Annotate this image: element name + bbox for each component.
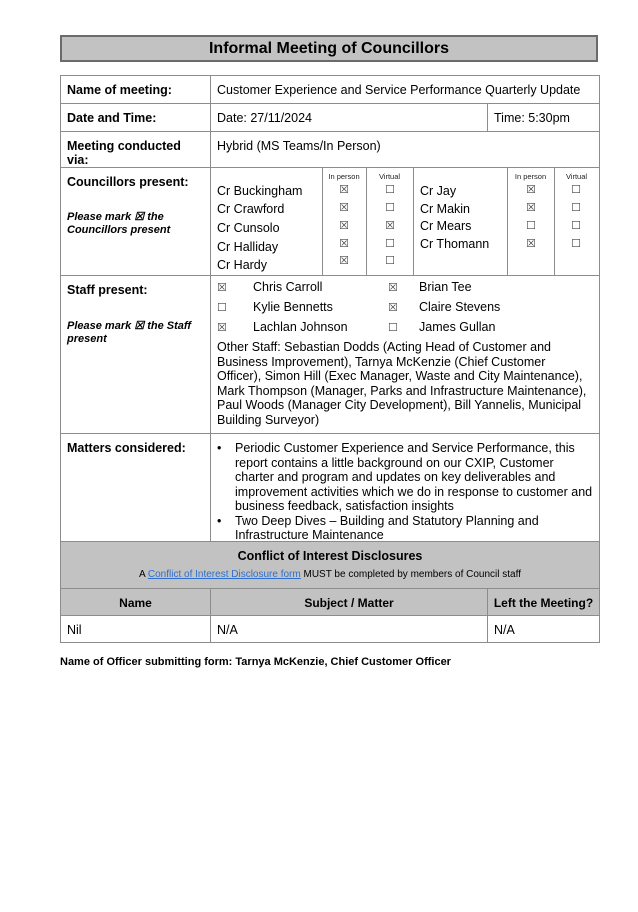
conducted-via-row — [61, 132, 600, 168]
in-person-checkbox[interactable]: ☒ — [339, 184, 349, 196]
staff-checkbox[interactable]: ☒ — [388, 302, 398, 314]
virtual-checkbox[interactable]: ☐ — [385, 184, 395, 196]
virtual-checkbox[interactable]: ☐ — [571, 184, 581, 196]
staff-note: Please mark ☒ the Staff present — [67, 320, 191, 345]
conflict-name-cell: Nil — [61, 616, 211, 643]
meeting-name-value: Customer Experience and Service Performance Quarterly Update — [211, 76, 600, 104]
column-divider — [322, 168, 323, 275]
staff-row — [61, 276, 600, 434]
in-person-checkbox[interactable]: ☒ — [526, 202, 536, 214]
staff-name: Chris Carroll — [253, 280, 323, 294]
date-time-label: Date and Time: — [61, 104, 211, 132]
staff-name: Lachlan Johnson — [253, 320, 348, 334]
staff-name: James Gullan — [419, 320, 496, 334]
conflict-column-headers — [61, 589, 600, 616]
date-value: Date: 27/11/2024 — [211, 104, 488, 132]
matters-item: • Two Deep Dives – Building and Statutory Planning and Infrastructure Maintenance — [211, 514, 593, 543]
virtual-checkbox[interactable]: ☐ — [385, 255, 395, 267]
meeting-name-row — [61, 76, 600, 104]
column-divider — [413, 168, 414, 275]
conflict-form-link[interactable]: Conflict of Interest Disclosure form — [147, 569, 301, 580]
submitting-officer: Name of Officer submitting form: Tarnya McKenzie, Chief Customer Officer — [60, 656, 451, 668]
staff-name: Kylie Bennetts — [253, 300, 333, 314]
matters-item: • Periodic Customer Experience and Service Performance, this report contains a little background on our CXIP, Customer charter and program and updates on key deliverables and improvement activities which we do in response to customer and business feedback, satisfaction insights — [211, 441, 593, 514]
document-title: Informal Meeting of Councillors — [60, 35, 598, 62]
matters-list — [211, 441, 599, 543]
virtual-checkbox[interactable]: ☐ — [571, 220, 581, 232]
councillor-name: Cr Crawford — [217, 202, 285, 216]
conflict-prefix: A — [138, 569, 148, 580]
staff-name: Brian Tee — [419, 280, 472, 294]
time-value: Time: 5:30pm — [488, 104, 600, 132]
column-header-name: Name — [61, 589, 211, 616]
councillors-label: Councillors present: — [67, 175, 189, 189]
staff-label: Staff present: — [67, 283, 148, 297]
column-divider — [554, 168, 555, 275]
in-person-checkbox[interactable]: ☒ — [339, 238, 349, 250]
councillors-note: Please mark ☒ the Councillors present — [67, 211, 171, 236]
matters-label: Matters considered: — [61, 434, 211, 547]
in-person-header: In person — [514, 172, 547, 181]
in-person-checkbox[interactable]: ☒ — [339, 255, 349, 267]
column-header-left-meeting: Left the Meeting? — [488, 589, 600, 616]
conducted-via-label: Meeting conducted via: — [61, 132, 211, 168]
in-person-checkbox[interactable]: ☒ — [339, 202, 349, 214]
councillor-name: Cr Hardy — [217, 258, 268, 272]
staff-checkbox[interactable]: ☒ — [217, 282, 227, 294]
conflict-header-row — [61, 542, 600, 589]
staff-name: Claire Stevens — [419, 300, 501, 314]
in-person-checkbox[interactable]: ☒ — [526, 238, 536, 250]
councillor-name: Cr Buckingham — [217, 184, 303, 198]
other-staff-text: Other Staff: Sebastian Dodds (Acting Head of Customer and Business Improvement), Tarnya McKenzie (Chief Customer Officer), Simon Hill (Exec Manager, Waste and City Maintenance), Mark Thompson (Manager, Parks and Infrastructure Maintenance), Paul Woods (Manager City Development), Bill Yannelis, Municipal Building Surveyor) — [217, 340, 587, 427]
conflict-subject-cell: N/A — [211, 616, 488, 643]
staff-checkbox[interactable]: ☐ — [388, 322, 398, 334]
virtual-header: Virtual — [565, 172, 588, 181]
in-person-checkbox[interactable]: ☒ — [526, 184, 536, 196]
in-person-checkbox[interactable]: ☐ — [526, 220, 536, 232]
councillor-name: Cr Thomann — [420, 237, 490, 251]
staff-checkbox[interactable]: ☒ — [217, 322, 227, 334]
column-divider — [507, 168, 508, 275]
virtual-checkbox[interactable]: ☐ — [571, 238, 581, 250]
conflict-instructions — [61, 569, 599, 580]
councillor-name: Cr Halliday — [217, 240, 279, 254]
councillor-name: Cr Makin — [420, 202, 471, 216]
table-row — [61, 616, 600, 643]
virtual-checkbox[interactable]: ☒ — [385, 220, 395, 232]
virtual-checkbox[interactable]: ☐ — [385, 238, 395, 250]
councillors-row — [61, 168, 600, 276]
councillors-grid — [211, 168, 599, 275]
conflict-left-meeting-cell: N/A — [488, 616, 600, 643]
virtual-header: Virtual — [378, 172, 401, 181]
councillor-name: Cr Jay — [420, 184, 457, 198]
councillor-name: Cr Mears — [420, 219, 472, 233]
conflict-table — [60, 541, 600, 643]
virtual-checkbox[interactable]: ☐ — [385, 202, 395, 214]
meeting-name-label: Name of meeting: — [61, 76, 211, 104]
conflict-suffix: MUST be completed by members of Council staff — [300, 569, 521, 580]
conducted-via-value: Hybrid (MS Teams/In Person) — [211, 132, 600, 168]
column-divider — [366, 168, 367, 275]
conflict-title: Conflict of Interest Disclosures — [237, 549, 423, 563]
meeting-details-table — [60, 75, 600, 547]
matters-row — [61, 434, 600, 547]
staff-grid — [211, 276, 599, 340]
staff-checkbox[interactable]: ☒ — [388, 282, 398, 294]
in-person-checkbox[interactable]: ☒ — [339, 220, 349, 232]
in-person-header: In person — [328, 172, 360, 181]
virtual-checkbox[interactable]: ☐ — [571, 202, 581, 214]
staff-checkbox[interactable]: ☐ — [217, 302, 227, 314]
date-time-row — [61, 104, 600, 132]
councillor-name: Cr Cunsolo — [217, 221, 280, 235]
column-header-subject: Subject / Matter — [211, 589, 488, 616]
